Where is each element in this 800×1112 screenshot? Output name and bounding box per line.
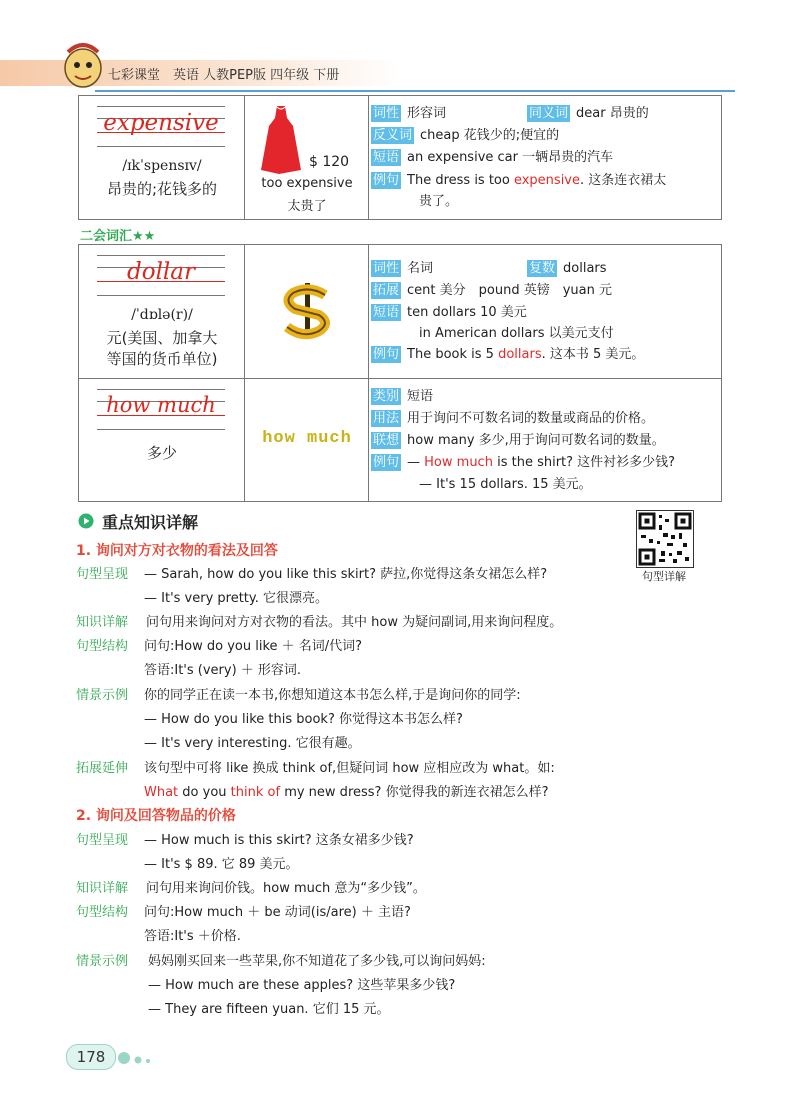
vocab-picture-cell xyxy=(245,379,369,501)
price-label: $ 120 xyxy=(309,154,350,170)
pos-text: 名词 xyxy=(407,261,434,276)
example-text-b: . 这条连衣裙太 xyxy=(580,173,667,188)
mascot-icon xyxy=(58,38,108,90)
phrase-line xyxy=(371,303,527,323)
phrase-tag: 短语 xyxy=(373,305,400,320)
vocab-word-cell xyxy=(79,96,245,219)
p2-struct-2: 答语:It's ＋价格. xyxy=(144,929,241,944)
pos-tag: 词性 xyxy=(373,261,400,276)
vocab-info-cell xyxy=(369,245,721,378)
phrase-text-1: ten dollars 10 美元 xyxy=(407,305,527,320)
label-detail: 知识详解 xyxy=(76,615,129,630)
example-line xyxy=(371,345,644,365)
p2-scene-3: — They are fifteen yuan. 它们 15 元。 xyxy=(148,1002,390,1017)
p2-present-1: — How much is this skirt? 这条女裙多少钱? xyxy=(144,833,414,848)
example-text-a: The dress is too xyxy=(407,173,514,188)
plural-tag: 复数 xyxy=(529,261,556,276)
ext-text-mid: do you xyxy=(178,785,231,800)
vocab-table-second xyxy=(78,244,722,502)
vocab-word-cell xyxy=(79,379,245,501)
extension-text: cent 美分 pound 英镑 yuan 元 xyxy=(407,283,612,298)
knowledge-title: 重点知识详解 xyxy=(102,513,199,532)
dress-icon xyxy=(259,104,303,176)
p1-scene-2: — How do you like this book? 你觉得这本书怎么样? xyxy=(144,712,463,727)
section-title-second: 二会词汇★★ xyxy=(80,229,156,244)
vocab-picture-cell xyxy=(245,96,369,219)
example-line-2: — It's 15 dollars. 15 美元。 xyxy=(419,477,592,492)
extension-line xyxy=(371,281,612,301)
p2-scene-1: 妈妈刚买回来一些苹果,你不知道花了多少钱,可以询问妈妈: xyxy=(148,954,486,969)
point-2-heading: 2. 询问及回答物品的价格 xyxy=(76,808,236,824)
handwriting-lines xyxy=(97,389,225,433)
ant-tag: 反义词 xyxy=(373,128,413,143)
header-title: 七彩课堂 英语 人教PEP版 四年级 下册 xyxy=(108,68,340,83)
header-rule xyxy=(95,90,735,92)
example-line-1 xyxy=(371,453,675,473)
p1-scene-3: — It's very interesting. 它很有趣。 xyxy=(144,736,361,751)
label-scene: 情景示例 xyxy=(76,688,129,703)
qr-code[interactable] xyxy=(636,510,694,568)
label-present: 句型呈现 xyxy=(76,833,129,848)
example-line xyxy=(371,171,666,191)
p1-ext-1: 该句型中可将 like 换成 think of,但疑问词 how 应相应改为 what。如: xyxy=(144,761,555,776)
meaning-line-2: 等国的货币单位) xyxy=(106,350,218,368)
vocab-word-cell xyxy=(79,245,245,378)
meaning: 多少 xyxy=(146,444,177,462)
qr-caption: 句型详解 xyxy=(642,570,686,583)
association-text: how many 多少,用于询问可数名词的数量。 xyxy=(407,433,665,448)
vocab-picture-cell xyxy=(245,245,369,378)
decorative-dots xyxy=(116,1048,156,1068)
phonetic: /ɪkˈspensɪv/ xyxy=(122,158,202,174)
p1-present-2: — It's very pretty. 它很漂亮。 xyxy=(144,591,329,606)
syn-text: dear 昂贵的 xyxy=(576,106,649,121)
p1-struct-2: 答语:It's (very) ＋ 形容词. xyxy=(144,663,302,678)
extension-tag: 拓展 xyxy=(373,283,400,298)
phrase-tag: 短语 xyxy=(373,150,400,165)
ext-keyword-think: think of xyxy=(230,785,281,800)
label-scene: 情景示例 xyxy=(76,954,129,969)
category-tag: 类别 xyxy=(373,389,400,404)
syn-tag: 同义词 xyxy=(529,106,569,121)
vocab-word: expensive xyxy=(103,110,219,136)
phrase-line xyxy=(371,148,613,168)
caption-en: too expensive xyxy=(261,176,353,191)
example-line-cont: 贵了。 xyxy=(419,194,459,209)
vocab-word: how much xyxy=(106,393,216,417)
p1-detail: 问句用来询问对方对衣物的看法。其中 how 为疑问副词,用来询问程度。 xyxy=(146,615,563,630)
association-line xyxy=(371,431,665,451)
association-tag: 联想 xyxy=(373,433,400,448)
plural-text: dollars xyxy=(563,261,607,276)
vocab-row-dollar xyxy=(79,245,721,379)
meaning-line-1: 元(美国、加拿大 xyxy=(106,329,218,347)
example-text-b: is the shirt? 这件衬衫多少钱? xyxy=(492,455,676,470)
dollar-sign-icon xyxy=(279,281,335,341)
example-keyword: expensive xyxy=(513,173,580,188)
handwriting-lines xyxy=(97,255,225,299)
p1-present-1: — Sarah, how do you like this skirt? 萨拉,你觉得这条女裙怎么样? xyxy=(144,567,548,582)
category-line xyxy=(371,387,433,407)
label-present: 句型呈现 xyxy=(76,567,129,582)
vocab-table-top xyxy=(78,95,722,220)
p1-scene-1: 你的同学正在读一本书,你想知道这本书怎么样,于是询问你的同学: xyxy=(144,688,521,703)
example-text-b: . 这本书 5 美元。 xyxy=(541,347,645,362)
p2-struct-1: 问句:How much ＋ be 动词(is/are) ＋ 主语? xyxy=(144,905,411,920)
category-text: 短语 xyxy=(407,389,434,404)
example-text-a: The book is 5 xyxy=(407,347,499,362)
vocab-row-howmuch xyxy=(79,379,721,501)
vocab-row-expensive xyxy=(79,96,721,219)
vocab-info-cell xyxy=(369,96,721,219)
page-number: 178 xyxy=(66,1044,116,1070)
example-keyword: dollars xyxy=(498,347,542,362)
example-text-a: — xyxy=(407,455,425,470)
pos-line xyxy=(371,259,433,279)
phrase-text-2: in American dollars 以美元支付 xyxy=(419,326,614,341)
label-structure: 句型结构 xyxy=(76,905,129,920)
label-extension: 拓展延伸 xyxy=(76,761,129,776)
ext-text-end: my new dress? 你觉得我的新连衣裙怎么样? xyxy=(280,785,549,800)
usage-tag: 用法 xyxy=(373,411,400,426)
pos-line xyxy=(371,104,446,124)
phrase-text: an expensive car 一辆昂贵的汽车 xyxy=(407,150,614,165)
plural-line xyxy=(527,259,607,279)
p1-ext-2 xyxy=(144,781,548,800)
vocab-info-cell xyxy=(369,379,721,501)
ant-line xyxy=(371,126,559,146)
example-keyword: How much xyxy=(424,455,493,470)
label-structure: 句型结构 xyxy=(76,639,129,654)
play-circle-icon xyxy=(78,513,94,529)
pos-tag: 词性 xyxy=(373,106,400,121)
usage-text: 用于询问不可数名词的数量或商品的价格。 xyxy=(407,411,655,426)
ant-text: cheap 花钱少的;便宜的 xyxy=(420,128,560,143)
label-detail: 知识详解 xyxy=(76,881,129,896)
handwriting-lines xyxy=(97,106,225,150)
p2-detail: 问句用来询问价钱。how much 意为“多少钱”。 xyxy=(146,881,426,896)
caption-zh: 太贵了 xyxy=(287,199,327,214)
phonetic: /ˈdɒlə(r)/ xyxy=(131,307,193,323)
p2-present-2: — It's $ 89. 它 89 美元。 xyxy=(144,857,299,872)
meaning: 昂贵的;花钱多的 xyxy=(106,180,218,198)
usage-line xyxy=(371,409,654,429)
ext-keyword-what: What xyxy=(144,785,179,800)
example-tag: 例句 xyxy=(373,455,400,470)
p2-scene-2: — How much are these apples? 这些苹果多少钱? xyxy=(148,978,456,993)
example-tag: 例句 xyxy=(373,173,400,188)
howmuch-picture-text: how much xyxy=(262,429,352,448)
point-1-heading: 1. 询问对方对衣物的看法及回答 xyxy=(76,543,278,559)
pos-text: 形容词 xyxy=(407,106,447,121)
qr-code-icon xyxy=(637,511,693,567)
syn-line xyxy=(527,104,649,124)
p1-struct-1: 问句:How do you like ＋ 名词/代词? xyxy=(144,639,363,654)
example-tag: 例句 xyxy=(373,347,400,362)
vocab-word: dollar xyxy=(127,259,195,285)
